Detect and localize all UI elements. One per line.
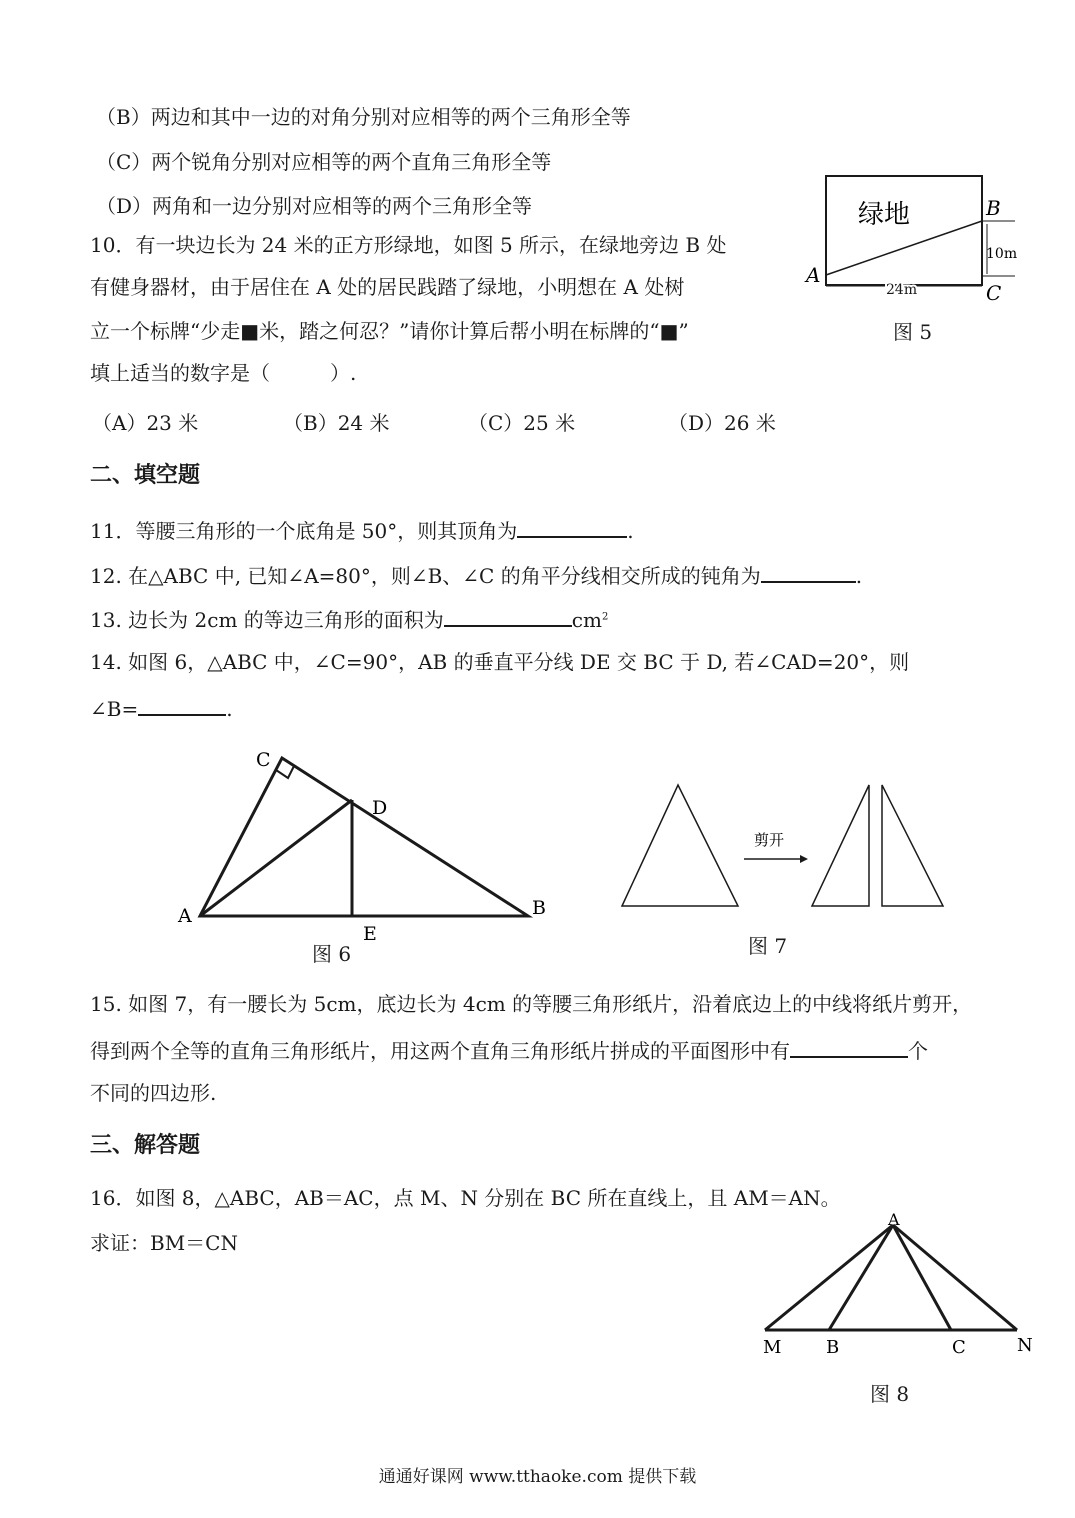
q13 — [90, 605, 608, 632]
fig8-label-n: N — [1017, 1335, 1033, 1356]
q10-line-2: 有健身器材，由于居住在 A 处的居民践踏了绿地，小明想在 A 处树 — [90, 275, 685, 299]
section-3-heading: 三、解答题 — [90, 1132, 201, 1158]
q16-line-2: 求证：BM＝CN — [90, 1231, 238, 1255]
q14-answer-blank[interactable] — [138, 694, 226, 716]
q11 — [90, 516, 634, 543]
q15-end: 个 — [908, 1039, 928, 1063]
q13-answer-blank[interactable] — [444, 605, 572, 627]
fig5-label-24m: 24m — [886, 282, 918, 298]
fig6-caption: 图 6 — [312, 942, 352, 966]
q12-answer-blank[interactable] — [761, 561, 856, 583]
q15-answer-blank[interactable] — [790, 1036, 908, 1058]
fig6-label-c: C — [256, 749, 271, 771]
q11-text: 11．等腰三角形的一个底角是 50°，则其顶角为 — [90, 519, 518, 543]
fig6-label-e: E — [363, 923, 377, 945]
q10-line-1: 10．有一块边长为 24 米的正方形绿地，如图 5 所示，在绿地旁边 B 处 — [90, 233, 727, 257]
q12 — [90, 561, 862, 588]
q10-line-3: 立一个标牌“少走■米，踏之何忍？”请你计算后帮小明在标牌的“■” — [90, 319, 689, 343]
fig8-label-a: A — [888, 1210, 900, 1229]
q13-sup: 2 — [601, 611, 609, 623]
fig5-label-b: B — [986, 196, 1001, 220]
q14-line-1: 14. 如图 6，△ABC 中，∠C=90°，AB 的垂直平分线 DE 交 BC 于 D, 若∠CAD=20°，则 — [90, 650, 910, 674]
q14-line-2 — [90, 694, 233, 721]
q15-line-1: 15. 如图 7，有一腰长为 5cm，底边长为 4cm 的等腰三角形纸片，沿着底边上的中线将纸片剪开， — [90, 992, 973, 1016]
q12-end: . — [855, 564, 863, 588]
fig5-label-a: A — [806, 263, 821, 287]
fig8-caption: 图 8 — [870, 1382, 910, 1406]
q10-option-c: （C）25 米 — [468, 411, 576, 435]
q9-option-b: （B）两边和其中一边的对角分别对应相等的两个三角形全等 — [96, 105, 631, 129]
q15-text: 得到两个全等的直角三角形纸片，用这两个直角三角形纸片拼成的平面图形中有 — [90, 1039, 790, 1063]
q10-option-a: （A）23 米 — [92, 411, 199, 435]
fig7-caption: 图 7 — [748, 934, 788, 958]
q9-option-c: （C）两个锐角分别对应相等的两个直角三角形全等 — [96, 150, 552, 174]
fig5-label-c: C — [986, 281, 1002, 305]
fig5-green-label: 绿地 — [858, 200, 911, 230]
q11-end: . — [627, 519, 634, 543]
q13-unit: cm — [571, 608, 602, 632]
q13-text: 13. 边长为 2cm 的等边三角形的面积为 — [90, 608, 444, 632]
q10-option-b: （B）24 米 — [283, 411, 390, 435]
q11-answer-blank[interactable] — [517, 516, 627, 538]
q15-line-2 — [90, 1036, 928, 1063]
fig6-label-b: B — [532, 897, 546, 919]
footer: 通通好课网 www.tthaoke.com 提供下载 — [378, 1467, 697, 1487]
q16-line-1: 16．如图 8，△ABC，AB＝AC，点 M、N 分别在 BC 所在直线上，且 AM＝AN。 — [90, 1186, 841, 1210]
fig8-label-b: B — [826, 1337, 840, 1358]
q14-end: . — [226, 697, 233, 721]
fig8-label-m: M — [763, 1337, 782, 1358]
fig5-caption: 图 5 — [893, 320, 933, 344]
fig7-arrow-label: 剪开 — [754, 831, 785, 849]
q12-text: 12. 在△ABC 中, 已知∠A=80°，则∠B、∠C 的角平分线相交所成的钝角为 — [90, 564, 761, 588]
section-2-heading: 二、填空题 — [90, 462, 201, 488]
fig8-label-c: C — [952, 1337, 966, 1358]
fig5-label-10m: 10m — [986, 246, 1018, 262]
figure-8 — [755, 1205, 1045, 1365]
figure-6 — [170, 740, 570, 970]
figure-7 — [610, 775, 960, 915]
q10-line-4: 填上适当的数字是（ ）. — [90, 361, 357, 385]
fig6-label-d: D — [372, 797, 388, 819]
q10-option-d: （D）26 米 — [668, 411, 776, 435]
q14-label: ∠B= — [90, 697, 139, 721]
q9-option-d: （D）两角和一边分别对应相等的两个三角形全等 — [96, 194, 533, 218]
q15-line-3: 不同的四边形. — [90, 1081, 217, 1105]
fig6-label-a: A — [178, 905, 192, 927]
